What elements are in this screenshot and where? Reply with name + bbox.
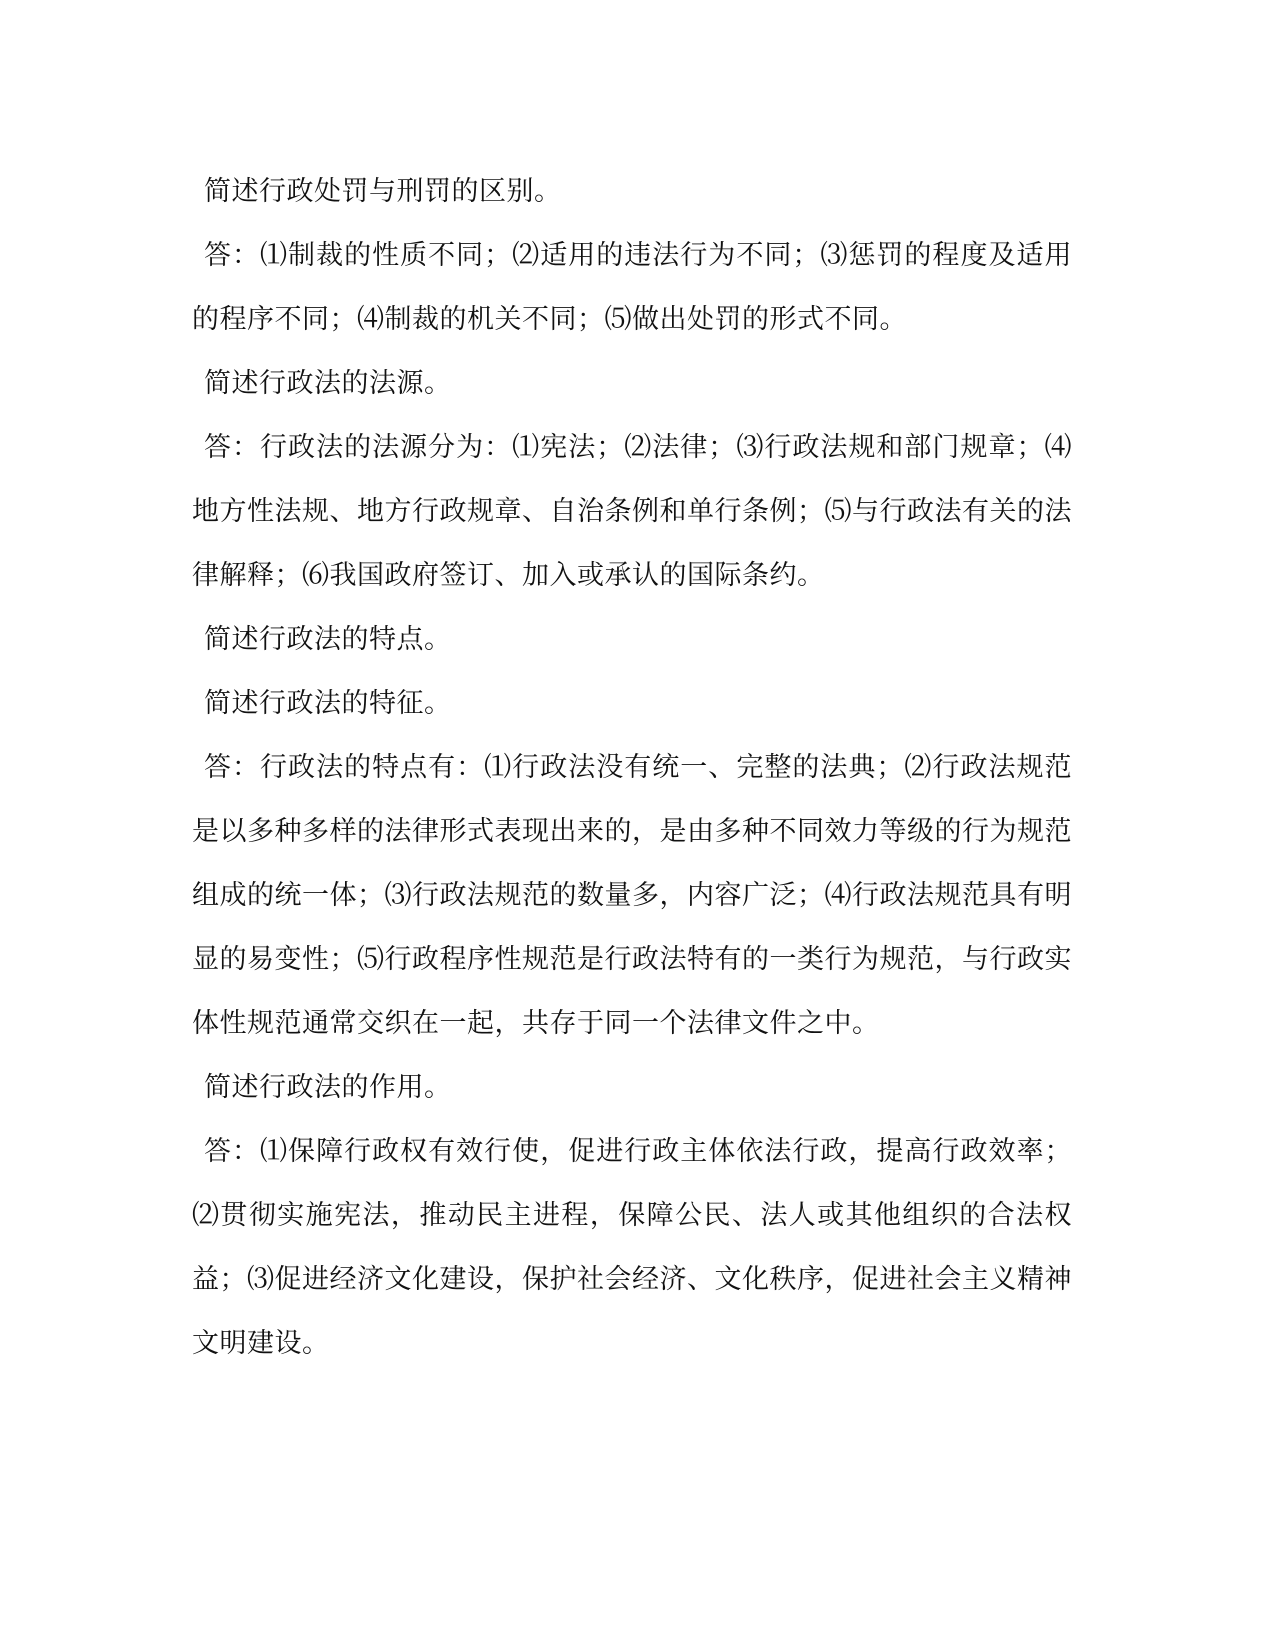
question-characteristics: 简述行政法的特点。 bbox=[204, 624, 452, 655]
answer-characteristics: 答：行政法的特点有：⑴行政法没有统一、完整的法典；⑵行政法规范是以多种多样的法律形式表现出来的，是由多种不同效力等级的行为规范组成的统一体；⑶行政法规范的数量多，内容广泛；⑷行政法规范具有明显的易变性；⑸行政程序性规范是行政法特有的一类行为规范，与行政实体性规范通常交织在一起，共存于同一个法律文件之中。 bbox=[192, 752, 1072, 1039]
document-page bbox=[192, 160, 1072, 1376]
answer-functions: 答：⑴保障行政权有效行使，促进行政主体依法行政，提高行政效率；⑵贯彻实施宪法，推动民主进程，保障公民、法人或其他组织的合法权益；⑶促进经济文化建设，保护社会经济、文化秩序，促进社会主义精神文明建设。 bbox=[192, 1136, 1072, 1359]
question-sources-of-law: 简述行政法的法源。 bbox=[204, 368, 452, 399]
question-penalty-vs-criminal: 简述行政处罚与刑罚的区别。 bbox=[204, 176, 562, 207]
question-features: 简述行政法的特征。 bbox=[204, 688, 452, 719]
answer-sources-of-law: 答：行政法的法源分为：⑴宪法；⑵法律；⑶行政法规和部门规章；⑷地方性法规、地方行政规章、自治条例和单行条例；⑸与行政法有关的法律解释；⑹我国政府签订、加入或承认的国际条约。 bbox=[192, 432, 1072, 591]
answer-penalty-vs-criminal: 答：⑴制裁的性质不同；⑵适用的违法行为不同；⑶惩罚的程度及适用的程序不同；⑷制裁的机关不同；⑸做出处罚的形式不同。 bbox=[192, 240, 1072, 335]
question-functions: 简述行政法的作用。 bbox=[204, 1072, 452, 1103]
